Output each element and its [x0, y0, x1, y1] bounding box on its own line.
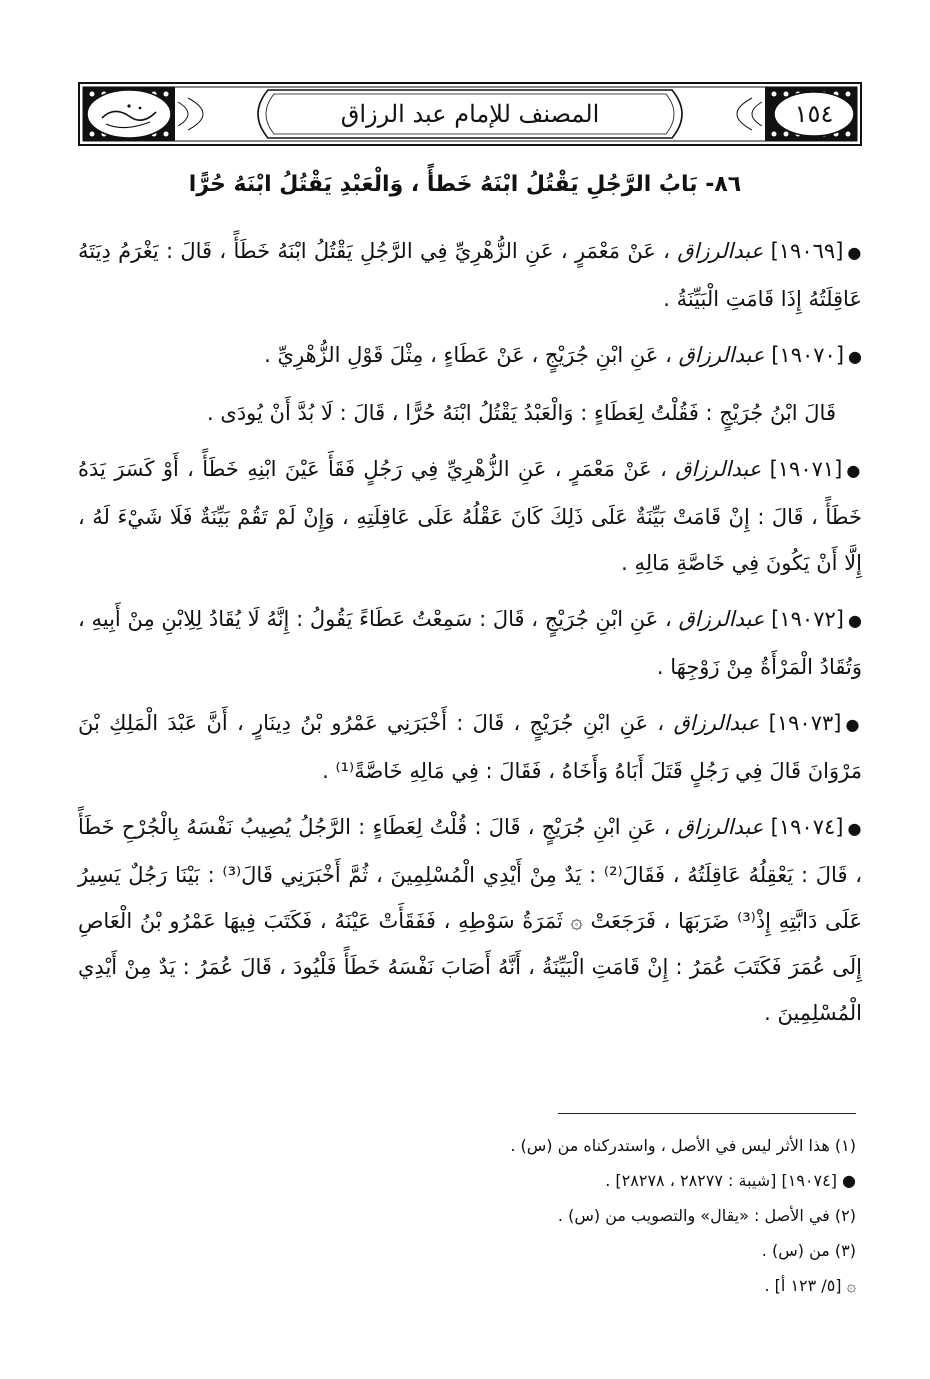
entry-bullet: ● — [847, 819, 862, 838]
entry-narrator: عبدالرزاق — [675, 457, 762, 481]
hadith-entry — [78, 700, 862, 794]
hadith-entry — [78, 228, 862, 322]
entry-text: ، عَنْ مَعْمَرٍ ، عَنِ الزُّهْرِيِّ فِي الرَّجُلِ يَقْتُلُ ابْنَهُ خَطَأً ، قَالَ : يَغْرَمُ دِيَتَهُ عَاقِلَتُهُ إِذَا قَامَتِ الْبَيِّنَةُ . — [78, 239, 862, 311]
footnotes — [78, 1128, 856, 1303]
footnote: (٣) من (س) . — [761, 1241, 856, 1260]
entry-number: [١٩٠٧٠] — [771, 343, 845, 367]
page-number: ١٥٤ — [794, 100, 834, 128]
entry-narrator: عبدالرزاق — [677, 239, 764, 263]
footnote-manuscript-ref: ۞ [٥/ ١٢٣ أ] . — [764, 1276, 856, 1295]
body-text — [78, 228, 862, 1046]
entry-text: ، عَنِ ابْنِ جُرَيْجٍ ، قَالَ : أَخْبَرَنِي عَمْرُو بْنُ دِينَارٍ ، أَنَّ عَبْدَ الْمَلِكِ بْنَ مَرْوَانَ قَالَ فِي رَجُلٍ قَتَلَ أَبَاهُ وَأَخَاهُ ، فَقَالَ : فِي مَالِهِ خَاصَّةً⁽¹⁾ . — [78, 711, 862, 783]
entry-narrator: عبدالرزاق — [677, 815, 764, 839]
seal-calligraphy-logo — [84, 88, 174, 140]
hadith-entry — [78, 446, 862, 586]
entry-number: [١٩٠٦٩] — [770, 239, 844, 263]
entry-narrator: عبدالرزاق — [673, 711, 760, 735]
hadith-continuation — [78, 390, 862, 436]
hadith-entry — [78, 804, 862, 1036]
entry-text: ، عَنِ ابْنِ جُرَيْجٍ ، قَالَ : قُلْتُ لِعَطَاءٍ : الرَّجُلُ يُصِيبُ نَفْسَهُ بِالْجُرْحِ خَطَأً ، قَالَ : يَعْقِلُهُ عَاقِلَتُهُ ، فَقَالَ⁽²⁾ : يَدٌ مِنْ أَيْدِي الْمُسْلِمِينَ ، ثُمَّ أَخْبَرَنِي قَالَ⁽³⁾ : بَيْنَا رَجُلٌ يَسِيرُ عَلَى دَابَّتِهِ إِذْ⁽³⁾ ضَرَبَهَا ، فَرَجَعَتْ ۞ ثَمَرَةُ سَوْطِهِ ، فَفَقَأَتْ عَيْنَهُ ، فَكَتَبَ فِيهَا عَمْرُو بْنُ الْعَاصِ إِلَى عُمَرَ فَكَتَبَ عُمَرُ : إِنْ قَامَتِ الْبَيِّنَةُ ، أَنَّهُ أَصَابَ نَفْسَهُ خَطَأً فَلْيُودَ ، قَالَ عُمَرُ : يَدٌ مِنْ أَيْدِي الْمُسْلِمِينَ . — [78, 815, 862, 1025]
header-seal-logo — [84, 88, 174, 140]
footnote-reference: ● [١٩٠٧٤] [شيبة : ٢٨٢٧٧ ، ٢٨٢٧٨] . — [605, 1171, 856, 1190]
footnote: (٢) في الأصل : «يقال» والتصويب من (س) . — [557, 1206, 856, 1225]
running-title: المصنف للإمام عبد الرزاق — [340, 100, 600, 128]
entry-number: [١٩٠٧١] — [769, 457, 843, 481]
entry-text: ، عَنِ ابْنِ جُرَيْجٍ ، قَالَ : سَمِعْتُ عَطَاءً يَقُولُ : إِنَّهُ لَا يُقَادُ لِلِابْنِ مِنْ أَبِيهِ ، وَتُقَادُ الْمَرْأَةُ مِنْ زَوْجِهَا . — [78, 607, 862, 679]
entry-bullet: ● — [847, 611, 862, 630]
entry-number: [١٩٠٧٤] — [770, 815, 844, 839]
hadith-entry — [78, 332, 862, 380]
footnote-separator — [558, 1113, 856, 1114]
entry-narrator: عبدالرزاق — [678, 607, 765, 631]
page-header — [78, 82, 862, 146]
entry-bullet: ● — [846, 461, 862, 480]
entry-bullet: ● — [845, 715, 863, 734]
hadith-entry — [78, 596, 862, 690]
entry-number: [١٩٠٧٣] — [768, 711, 842, 735]
chapter-heading: ٨٦- بَابُ الرَّجُلِ يَقْتُلُ ابْنَهُ خَطأً ، وَالْعَبْدِ يَقْتُلُ ابْنَهُ حُرًّا — [188, 172, 742, 197]
entry-bullet: ● — [848, 347, 862, 366]
footnote: (١) هذا الأثر ليس في الأصل ، واستدركناه من (س) . — [510, 1136, 856, 1155]
entry-bullet: ● — [847, 243, 862, 262]
entry-text: ، عَنْ مَعْمَرٍ ، عَنِ الزُّهْرِيِّ فِي رَجُلٍ فَقَأَ عَيْنَ ابْنِهِ خَطَأً ، أَوْ كَسَرَ يَدَهُ خَطَأً ، قَالَ : إِنْ قَامَتْ بَيِّنَةٌ عَلَى ذَلِكَ كَانَ عَقْلُهُ عَلَى عَاقِلَتِهِ ، وَإِنْ لَمْ تَقُمْ بَيِّنَةٌ فَلَا شَيْءَ لَهُ ، إِلَّا أَنْ يَكُونَ فِي خَاصَّةِ مَالِهِ . — [78, 457, 862, 575]
entry-number: [١٩٠٧٢] — [771, 607, 844, 631]
entry-text: قَالَ ابْنُ جُرَيْجٍ : فَقُلْتُ لِعَطَاءٍ : وَالْعَبْدُ يَقْتُلُ ابْنَهُ حُرًّا ، قَالَ : لَا بُدَّ أَنْ يُودَى . — [207, 401, 836, 425]
entry-narrator: عبدالرزاق — [678, 343, 765, 367]
entry-text: ، عَنِ ابْنِ جُرَيْجٍ ، عَنْ عَطَاءٍ ، مِثْلَ قَوْلِ الزُّهْرِيِّ . — [264, 343, 672, 367]
